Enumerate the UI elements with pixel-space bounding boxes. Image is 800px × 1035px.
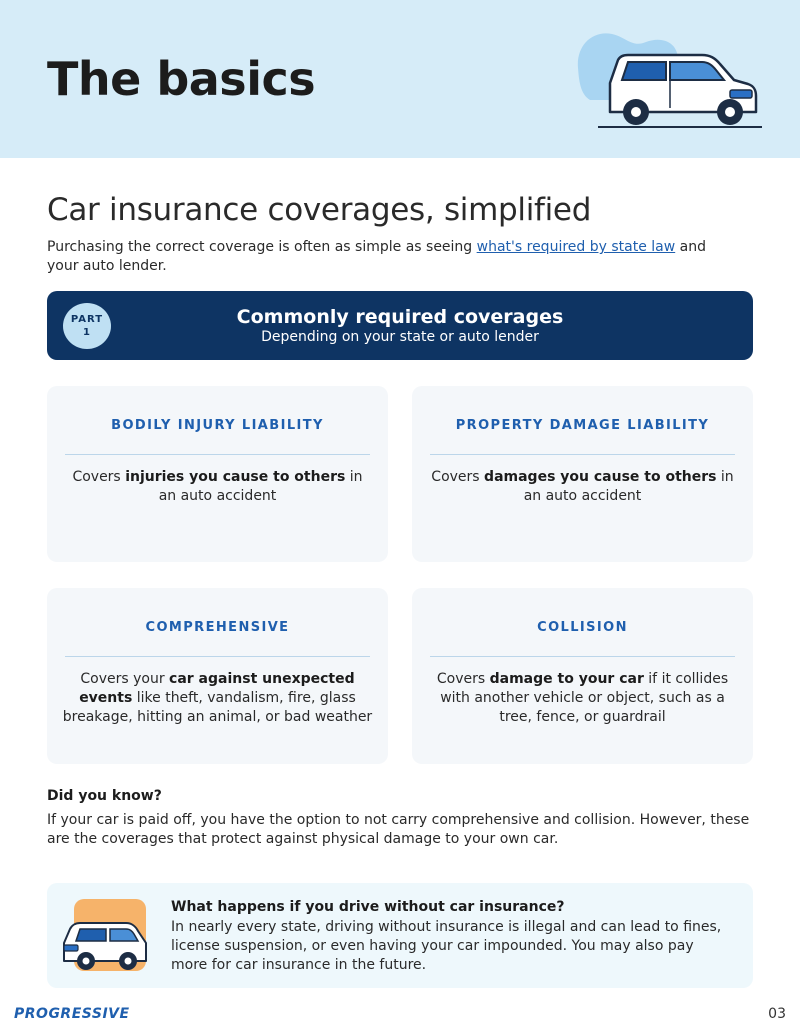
card-divider [430,656,735,657]
no-insurance-callout [47,883,753,988]
card-description [62,468,373,506]
did-you-know-body: If your car is paid off, you have the option to not carry comprehensive and collision. However, these are the coverages that protect against physical damage to your own car. [47,812,750,847]
card-text-end: in an auto accident [158,469,363,504]
card-description [427,468,738,506]
card-divider [65,454,370,455]
did-you-know-title: Did you know? [47,788,162,804]
card-description [427,670,738,727]
card-title: PROPERTY DAMAGE LIABILITY [455,418,710,433]
coverage-card-collision [412,588,753,764]
progressive-logo: PROGRESSIVE [14,1006,130,1022]
coverage-card-bodily-injury [47,386,388,562]
hero-header [0,0,800,158]
part-title: Commonly required coverages [236,306,564,328]
card-text: Covers [72,469,126,485]
coverage-card-property-damage [412,386,753,562]
intro-text: Purchasing the correct coverage is often as simple as seeing [47,239,477,255]
part-badge-number: 1 [83,327,91,338]
card-text: Covers your [80,671,170,687]
callout-body: In nearly every state, driving without insurance is illegal and can lead to fines, license suspension, or even having your car impounded. You may also pay more for car insurance in the future. [171,919,722,973]
section-subtitle: Car insurance coverages, simplified [47,192,592,228]
part-banner [47,291,753,360]
card-text-bold: injuries you cause to others [125,469,346,485]
card-text-bold: damage to your car [489,671,644,687]
suv-illustration-icon [570,28,770,133]
card-text-end: like theft, vandalism, fire, glass breakage, hitting an animal, or bad weather [62,690,373,725]
card-text-bold: car against unexpected events [79,671,355,706]
callout-title: What happens if you drive without car insurance? [171,899,565,915]
card-text: Covers [431,469,485,485]
coverage-card-comprehensive [47,588,388,764]
intro-text-end: and your auto lender. [47,239,706,274]
card-title: COMPREHENSIVE [145,620,290,635]
card-title: COLLISION [537,620,628,635]
card-description [62,670,373,727]
page-title: The basics [47,52,316,106]
card-title: BODILY INJURY LIABILITY [111,418,324,433]
state-law-link[interactable]: what's required by state law [476,239,676,255]
card-divider [430,454,735,455]
part-subtitle: Depending on your state or auto lender [261,329,539,345]
card-text-end: if it collides with another vehicle or object, such as a tree, fence, or guardrail [440,671,729,725]
card-text: Covers [436,671,490,687]
page-number: 03 [768,1006,786,1022]
part-badge-label: PART [70,314,104,325]
card-divider [65,656,370,657]
intro-paragraph [47,238,727,276]
card-text-end: in an auto accident [523,469,734,504]
car-icon [62,897,152,975]
card-text-bold: damages you cause to others [484,469,717,485]
